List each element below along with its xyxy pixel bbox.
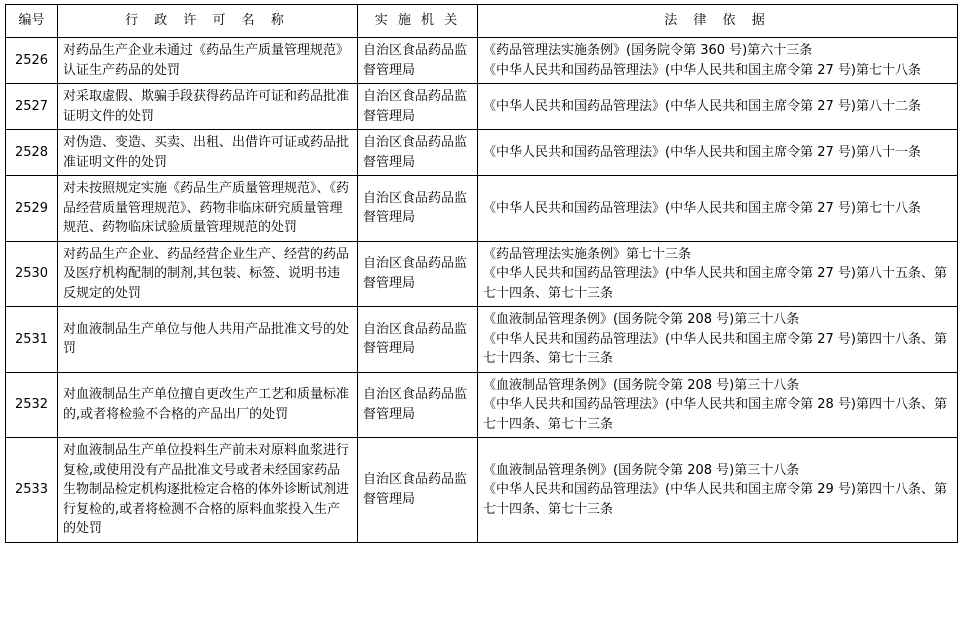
column-header-basis: 法 律 依 据: [478, 5, 958, 38]
table-row: [6, 372, 958, 438]
cell-basis: 《血液制品管理条例》(国务院令第 208 号)第三十八条 《中华人民共和国药品管理法》(中华人民共和国主席令第 27 号)第四十八条、第七十四条、第七十三条: [478, 307, 958, 373]
cell-number: 2530: [6, 241, 58, 307]
cell-name: 对采取虚假、欺骗手段获得药品许可证和药品批准证明文件的处罚: [58, 84, 358, 130]
cell-organ: 自治区食品药品监督管理局: [358, 438, 478, 543]
table-row: [6, 307, 958, 373]
cell-number: 2531: [6, 307, 58, 373]
cell-name: 对血液制品生产单位投料生产前未对原料血浆进行复检,或使用没有产品批准文号或者未经国家药品生物制品检定机构逐批检定合格的体外诊断试剂进行复检的,或者将检测不合格的原料血浆投入生产的处罚: [58, 438, 358, 543]
cell-organ: 自治区食品药品监督管理局: [358, 130, 478, 176]
table-row: [6, 130, 958, 176]
cell-name: 对药品生产企业未通过《药品生产质量管理规范》认证生产药品的处罚: [58, 38, 358, 84]
column-header-organ: 实 施 机 关: [358, 5, 478, 38]
column-header-number: 编号: [6, 5, 58, 38]
cell-number: 2529: [6, 176, 58, 242]
table-row: [6, 84, 958, 130]
cell-organ: 自治区食品药品监督管理局: [358, 307, 478, 373]
table-row: [6, 176, 958, 242]
table-row: [6, 438, 958, 543]
cell-name: 对未按照规定实施《药品生产质量管理规范》、《药品经营质量管理规范》、药物非临床研究质量管理规范、药物临床试验质量管理规范的处罚: [58, 176, 358, 242]
cell-basis: 《血液制品管理条例》(国务院令第 208 号)第三十八条 《中华人民共和国药品管理法》(中华人民共和国主席令第 28 号)第四十八条、第七十四条、第七十三条: [478, 372, 958, 438]
cell-basis: 《血液制品管理条例》(国务院令第 208 号)第三十八条 《中华人民共和国药品管理法》(中华人民共和国主席令第 29 号)第四十八条、第七十四条、第七十三条: [478, 438, 958, 543]
cell-name: 对血液制品生产单位擅自更改生产工艺和质量标准的,或者将检验不合格的产品出厂的处罚: [58, 372, 358, 438]
column-header-name: 行 政 许 可 名 称: [58, 5, 358, 38]
cell-number: 2528: [6, 130, 58, 176]
cell-name: 对血液制品生产单位与他人共用产品批准文号的处罚: [58, 307, 358, 373]
cell-number: 2527: [6, 84, 58, 130]
cell-organ: 自治区食品药品监督管理局: [358, 241, 478, 307]
cell-number: 2532: [6, 372, 58, 438]
cell-basis: 《中华人民共和国药品管理法》(中华人民共和国主席令第 27 号)第八十二条: [478, 84, 958, 130]
administrative-license-table: [5, 4, 958, 543]
cell-basis: 《中华人民共和国药品管理法》(中华人民共和国主席令第 27 号)第八十一条: [478, 130, 958, 176]
cell-basis: 《药品管理法实施条例》(国务院令第 360 号)第六十三条 《中华人民共和国药品管理法》(中华人民共和国主席令第 27 号)第七十八条: [478, 38, 958, 84]
cell-organ: 自治区食品药品监督管理局: [358, 372, 478, 438]
cell-basis: 《中华人民共和国药品管理法》(中华人民共和国主席令第 27 号)第七十八条: [478, 176, 958, 242]
table-header-row: [6, 5, 958, 38]
cell-basis: 《药品管理法实施条例》第七十三条 《中华人民共和国药品管理法》(中华人民共和国主席令第 27 号)第八十五条、第七十四条、第七十三条: [478, 241, 958, 307]
cell-organ: 自治区食品药品监督管理局: [358, 176, 478, 242]
cell-organ: 自治区食品药品监督管理局: [358, 84, 478, 130]
cell-name: 对伪造、变造、买卖、出租、出借许可证或药品批准证明文件的处罚: [58, 130, 358, 176]
table-header: [6, 5, 958, 38]
table-row: [6, 38, 958, 84]
table-body: [6, 38, 958, 543]
cell-organ: 自治区食品药品监督管理局: [358, 38, 478, 84]
cell-number: 2526: [6, 38, 58, 84]
table-row: [6, 241, 958, 307]
cell-name: 对药品生产企业、药品经营企业生产、经营的药品及医疗机构配制的制剂,其包装、标签、说明书违反规定的处罚: [58, 241, 358, 307]
cell-number: 2533: [6, 438, 58, 543]
